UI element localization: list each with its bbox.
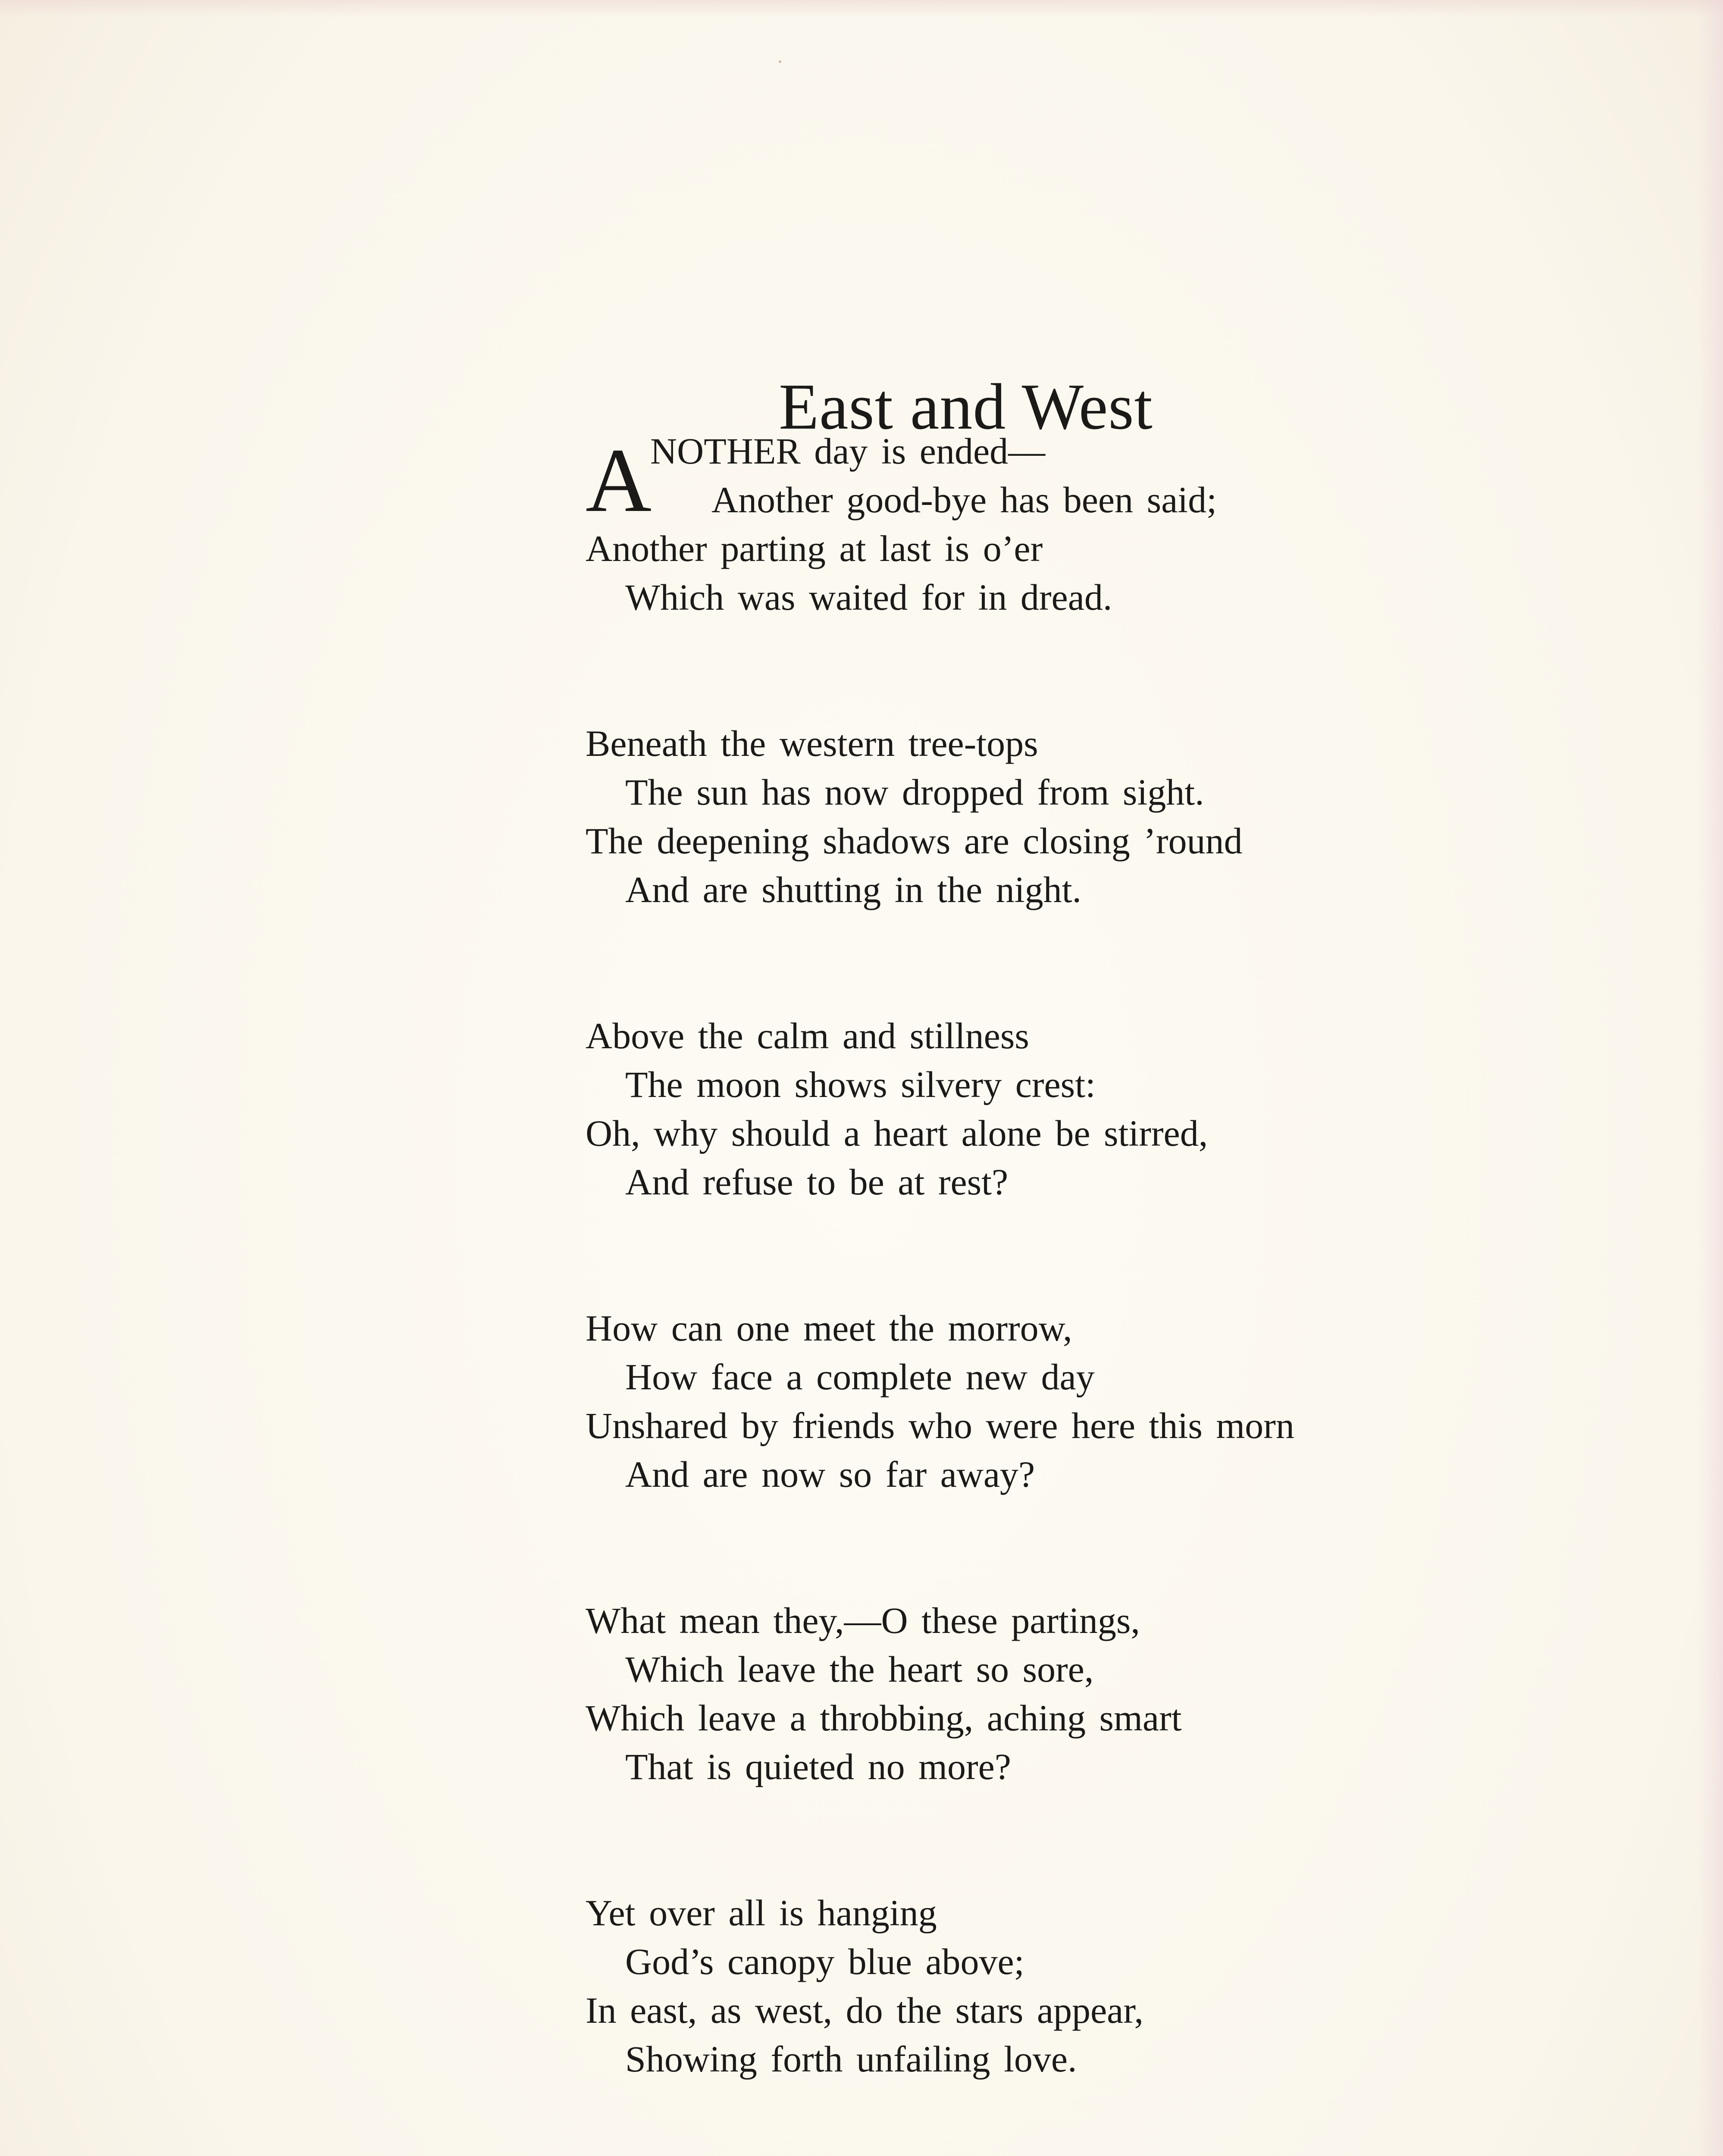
stanza-4 bbox=[586, 1304, 1620, 1499]
poem-line: Showing forth unfailing love. bbox=[625, 2038, 1077, 2080]
stanza-6 bbox=[586, 1889, 1620, 2084]
poem-line: In east, as west, do the stars appear, bbox=[586, 1990, 1144, 2031]
poem-body bbox=[586, 427, 1620, 2156]
poem-line: God’s canopy blue above; bbox=[625, 1941, 1024, 1982]
poem-line: How face a complete new day bbox=[625, 1356, 1095, 1398]
poem-line: Yet over all is hanging bbox=[586, 1892, 937, 1934]
poem-line: Another good-bye has been said; bbox=[711, 479, 1217, 520]
stanza-2 bbox=[586, 719, 1620, 914]
poem-line: What mean they,—O these partings, bbox=[586, 1600, 1140, 1641]
first-line-text: NOTHER day is ended— bbox=[650, 430, 1046, 472]
poem-line: The sun has now dropped from sight. bbox=[625, 771, 1204, 813]
page-top-edge bbox=[0, 0, 1723, 17]
poem-line: Above the calm and stillness bbox=[586, 1015, 1029, 1056]
poem-title: East and West bbox=[779, 370, 1153, 443]
poem-line: Which leave the heart so sore, bbox=[625, 1648, 1094, 1690]
poem-line: Beneath the western tree-tops bbox=[586, 723, 1038, 764]
poem-line: That is quieted no more? bbox=[625, 1746, 1011, 1787]
stanza-1 bbox=[586, 427, 1620, 622]
paper-speck bbox=[779, 60, 781, 63]
poem-line: The deepening shadows are closing ’round bbox=[586, 820, 1243, 862]
poem-line: How can one meet the morrow, bbox=[586, 1307, 1072, 1349]
poem-line: The moon shows silvery crest: bbox=[625, 1064, 1096, 1105]
poem-line: Which was waited for in dread. bbox=[625, 577, 1112, 618]
poem-line: And refuse to be at rest? bbox=[625, 1161, 1009, 1203]
poem-line: Which leave a throbbing, aching smart bbox=[586, 1697, 1182, 1739]
poem-line: And are shutting in the night. bbox=[625, 869, 1081, 910]
drop-cap: A bbox=[586, 429, 652, 531]
poem-line: Unshared by friends who were here this morn bbox=[586, 1405, 1294, 1446]
poem-line: Another parting at last is o’er bbox=[586, 528, 1043, 569]
stanza-5 bbox=[586, 1596, 1620, 1791]
poem-line: And are now so far away? bbox=[625, 1454, 1035, 1495]
poem-line: Oh, why should a heart alone be stirred, bbox=[586, 1112, 1208, 1154]
stanza-3 bbox=[586, 1012, 1620, 1206]
page-right-edge bbox=[1697, 0, 1723, 2156]
